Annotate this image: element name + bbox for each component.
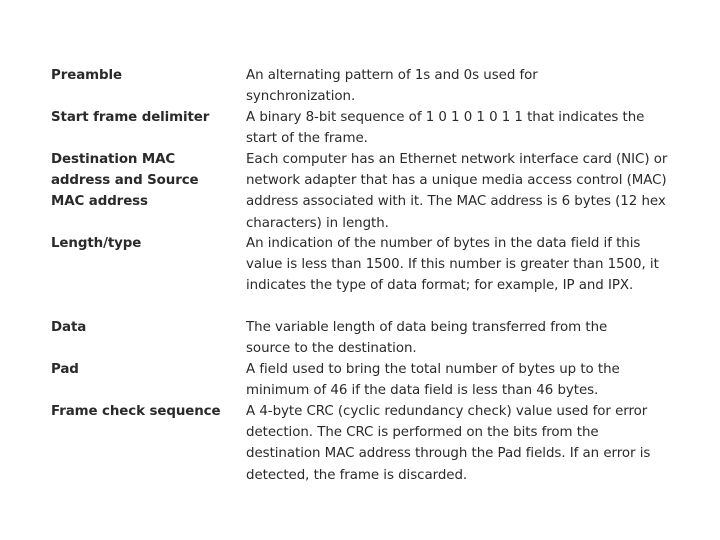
field-row-start-frame-delimiter	[51, 106, 681, 148]
field-description: An alternating pattern of 1s and 0s used for synchronization.	[246, 68, 538, 105]
field-name: Preamble	[51, 68, 122, 83]
field-name: Length/type	[51, 236, 142, 251]
field-name: Data	[51, 320, 87, 335]
field-description: A binary 8-bit sequence of 1 0 1 0 1 0 1 1 that indicates the start of the frame.	[246, 110, 645, 147]
field-row-preamble	[51, 64, 681, 106]
field-name: Destination MAC address and Source MAC address	[51, 152, 199, 210]
field-name: Pad	[51, 362, 79, 377]
ethernet-frame-fields-table	[51, 64, 681, 484]
field-description: The variable length of data being transferred from the source to the destination.	[246, 320, 608, 357]
field-description: A 4-byte CRC (cyclic redundancy check) value used for error detection. The CRC is performed on the bits from the destination MAC address through the Pad fields. If an error is detected, the frame is discarded.	[246, 404, 651, 483]
field-name: Frame check sequence	[51, 404, 221, 419]
field-row-pad	[51, 358, 681, 400]
field-row-length-type	[51, 232, 681, 316]
field-row-mac-addresses	[51, 148, 681, 232]
field-row-frame-check-sequence	[51, 400, 681, 484]
field-description: Each computer has an Ethernet network interface card (NIC) or network adapter that has a unique media access control (MAC) address associated with it. The MAC address is 6 bytes (12 hex characters) in length.	[246, 152, 668, 231]
field-description: A field used to bring the total number of bytes up to the minimum of 46 if the data field is less than 46 bytes.	[246, 362, 620, 399]
field-description: An indication of the number of bytes in the data field if this value is less than 1500. If this number is greater than 1500, it indicates the type of data format; for example, IP and IPX.	[246, 236, 659, 294]
field-row-data	[51, 316, 681, 358]
field-name: Start frame delimiter	[51, 110, 210, 125]
